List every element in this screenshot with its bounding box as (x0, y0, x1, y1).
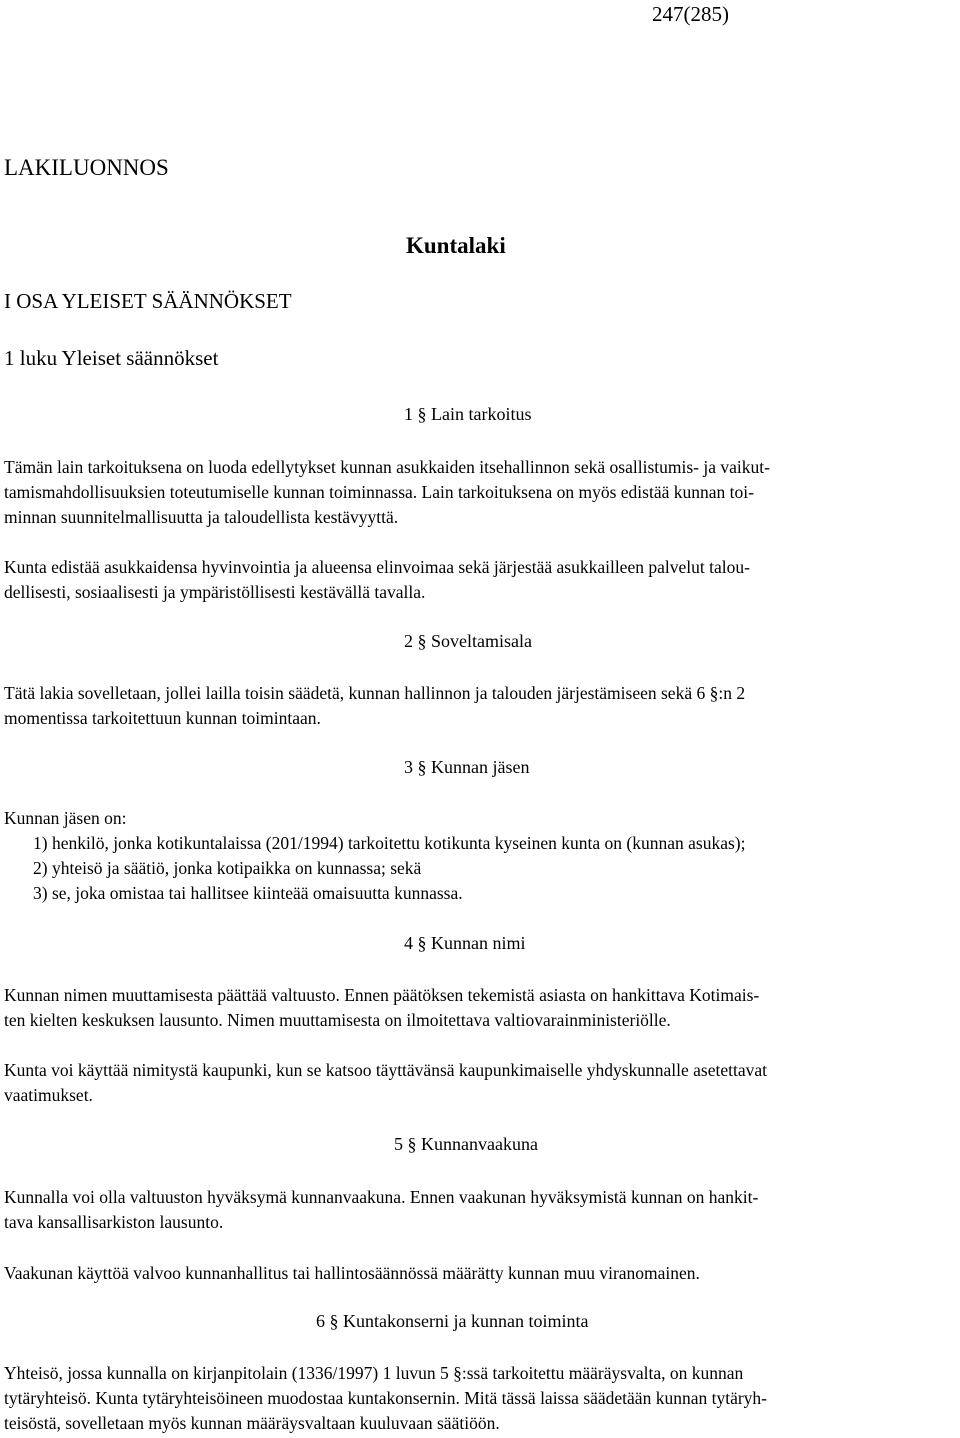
text-line: momentissa tarkoitettuun kunnan toimintaan. (4, 708, 321, 728)
text-line: Kunta edistää asukkaidensa hyvinvointia ja alueensa elinvoimaa sekä järjestää asukkailleen palvelut talou- (4, 557, 750, 577)
text-line: ten kielten keskuksen lausunto. Nimen muuttamisesta on ilmoitettava valtiovarainministeriölle. (4, 1010, 671, 1030)
law-title: Kuntalaki (406, 233, 506, 258)
section-4-paragraph-2 (4, 1058, 956, 1108)
list-item: 1) henkilö, jonka kotikuntalaissa (201/1994) tarkoitettu kotikunta kyseinen kunta on (kunnan asukas); (33, 833, 746, 853)
text-line: tava kansallisarkiston lausunto. (4, 1212, 224, 1232)
section-heading-4: 4 § Kunnan nimi (404, 933, 526, 953)
section-heading-1: 1 § Lain tarkoitus (404, 404, 532, 424)
text-line: Kunta voi käyttää nimitystä kaupunki, kun se katsoo täyttävänsä kaupunkimaiselle yhdyskunnalle asetettavat (4, 1060, 768, 1080)
text-line: minnan suunnitelmallisuutta ja taloudellista kestävyyttä. (4, 507, 399, 527)
text-line: Kunnan nimen muuttamisesta päättää valtuusto. Ennen päätöksen tekemistä asiasta on hankittava Kotimais- (4, 985, 760, 1005)
text-line: tamismahdollisuuksien toteutumiselle kunnan toiminnassa. Lain tarkoituksena on myös edistää kunnan toi- (4, 482, 754, 502)
text-line: Yhteisö, jossa kunnalla on kirjanpitolain (1336/1997) 1 luvun 5 §:ssä tarkoitettu määräysvalta, on kunnan (4, 1363, 744, 1383)
list-item: 2) yhteisö ja säätiö, jonka kotipaikka on kunnassa; sekä (33, 858, 422, 878)
section-6-paragraph-1 (4, 1361, 956, 1436)
text-line: Kunnan jäsen on: (4, 808, 127, 828)
part-title: I OSA YLEISET SÄÄNNÖKSET (4, 289, 292, 313)
section-heading-5: 5 § Kunnanvaakuna (394, 1134, 538, 1154)
page-number: 247(285) (652, 2, 729, 26)
section-1-paragraph-1 (4, 455, 956, 530)
text-line: Vaakunan käyttöä valvoo kunnanhallitus tai hallintosäännössä määrätty kunnan muu viranomainen. (4, 1263, 700, 1283)
section-5-paragraph-2 (4, 1261, 956, 1286)
section-3-paragraph-1 (4, 806, 956, 906)
text-line: dellisesti, sosiaalisesti ja ympäristöllisesti kestävällä tavalla. (4, 582, 426, 602)
text-line: Tätä lakia sovelletaan, jollei lailla toisin säädetä, kunnan hallinnon ja talouden järjestämiseen sekä 6 §:n 2 (4, 683, 746, 703)
section-4-paragraph-1 (4, 983, 956, 1033)
text-line: Kunnalla voi olla valtuuston hyväksymä kunnanvaakuna. Ennen vaakunan hyväksymistä kunnan on hankit- (4, 1187, 759, 1207)
document-label: LAKILUONNOS (4, 155, 169, 180)
text-line: vaatimukset. (4, 1085, 93, 1105)
chapter-title: 1 luku Yleiset säännökset (4, 346, 219, 370)
text-line: Tämän lain tarkoituksena on luoda edellytykset kunnan asukkaiden itsehallinnon sekä osallistumis- ja vaikut- (4, 457, 770, 477)
section-heading-6: 6 § Kuntakonserni ja kunnan toiminta (316, 1311, 589, 1331)
section-5-paragraph-1 (4, 1185, 956, 1235)
text-line: tytäryhteisö. Kunta tytäryhteisöineen muodostaa kuntakonsernin. Mitä tässä laissa säädetään kunnan tytäryh- (4, 1388, 767, 1408)
text-line: teisöstä, sovelletaan myös kunnan määräysvaltaan kuuluvaan säätiöön. (4, 1413, 500, 1433)
section-2-paragraph-1 (4, 681, 956, 731)
section-heading-3: 3 § Kunnan jäsen (404, 757, 530, 777)
section-heading-2: 2 § Soveltamisala (404, 631, 532, 651)
section-1-paragraph-2 (4, 555, 956, 605)
list-item: 3) se, joka omistaa tai hallitsee kiinteää omaisuutta kunnassa. (33, 883, 463, 903)
